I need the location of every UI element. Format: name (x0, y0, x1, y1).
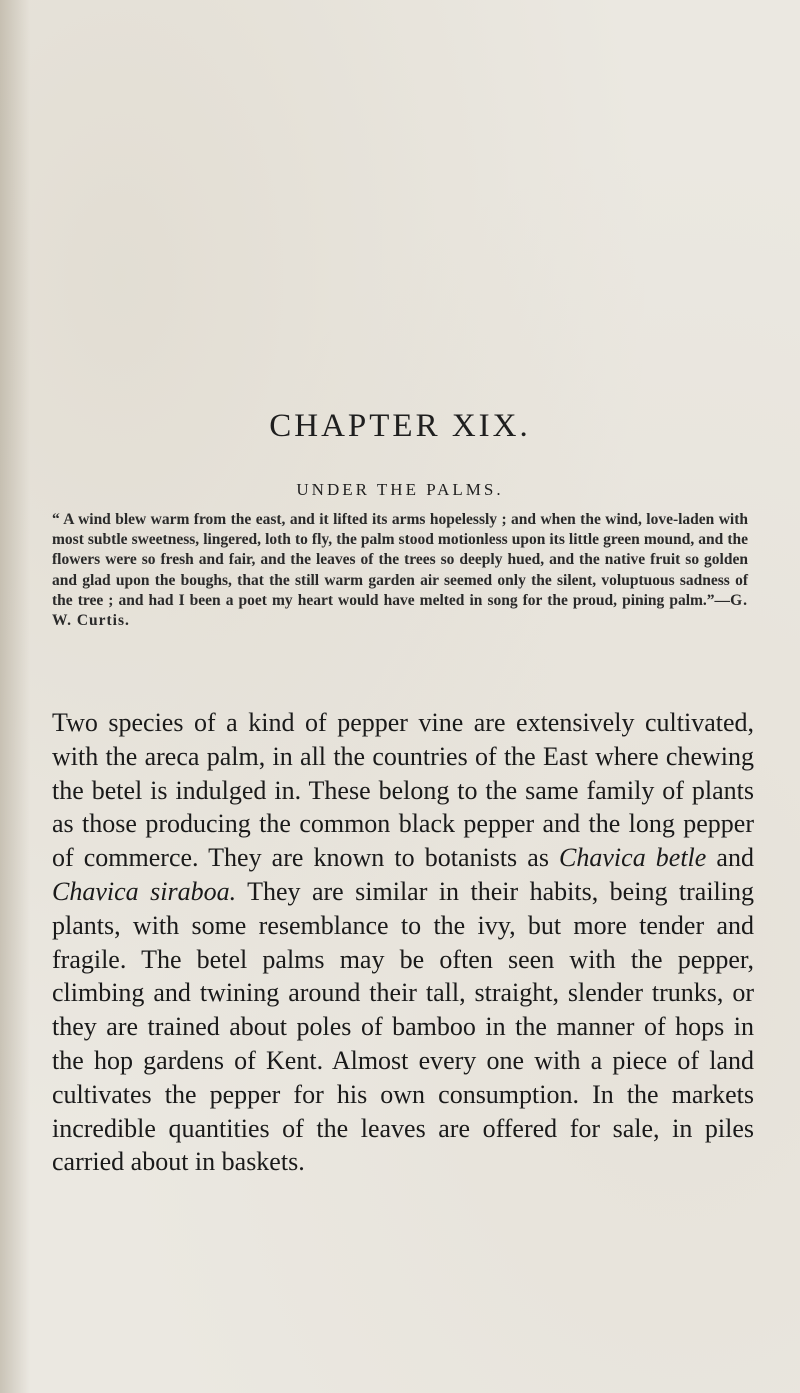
epigraph-text: “ A wind blew warm from the east, and it lifted its arms hopelessly ; and when the wind, love-laden with most subtle sweetness, lingered, loth to fly, the palm stood motionless upon its little green mound, and the flowers were so fresh and fair, and the leaves of the trees so deeply hued, and the native fruit so golden and glad upon the boughs, that the still warm garden air seemed only the silent, voluptuous sadness of the tree ; and had I been a poet my heart would have melted in song for the proud, pining palm.”— (52, 511, 748, 609)
chapter-subtitle: UNDER THE PALMS. (296, 480, 504, 499)
epigraph-attribution: G. W. Curtis. (52, 591, 748, 630)
page-edge-shadow (0, 0, 30, 1393)
body-paragraph (52, 706, 754, 1179)
body-text-part-1: Two species of a kind of pepper vine are extensively cultivated, with the areca palm, in all the countries of the East where chewing the betel is indulged in. These belong to the same family of plants as those producing the common black pepper and the long pepper of commerce. They are known to botanists as (52, 708, 754, 873)
species-name-1: Chavica betle (559, 843, 707, 873)
body-text-part-2: and (706, 843, 754, 873)
chapter-title: CHAPTER XIX. (269, 408, 531, 444)
species-name-2: Chavica siraboa. (52, 876, 237, 906)
epigraph (52, 510, 748, 631)
body-text-part-3: They are similar in their habits, being trailing plants, with some resemblance to the ivy, but more tender and fragile. The betel palms may be often seen with the pepper, climbing and twining around their tall, straight, slender trunks, or they are trained about poles of bamboo in the manner of hops in the hop gardens of Kent. Almost every one with a piece of land cultivates the pepper for his own consumption. In the markets incredible quantities of the leaves are offered for sale, in piles carried about in baskets. (52, 876, 755, 1177)
